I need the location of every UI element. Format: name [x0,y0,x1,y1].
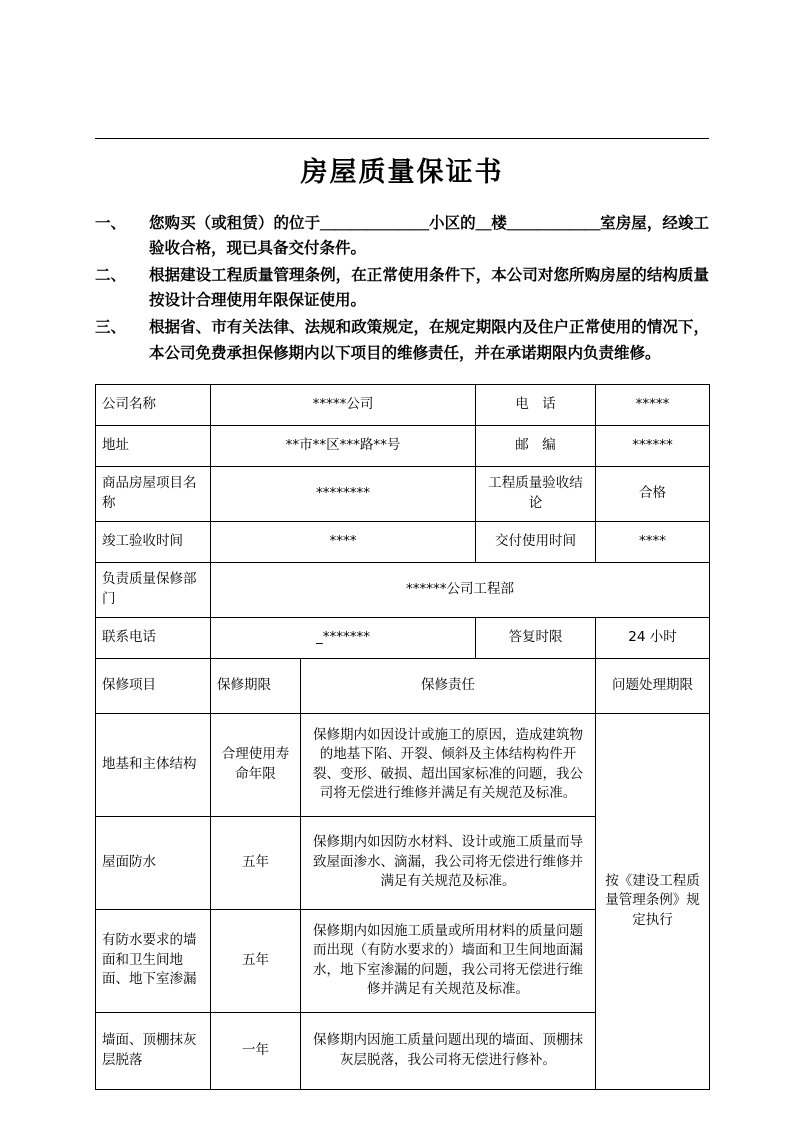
phone-label: 电 话 [476,384,596,425]
warranty-period: 五年 [211,816,301,909]
warranty-duty: 保修期内如因施工质量或所用材料的质量问题而出现（有防水要求的）墙面和卫生间地面漏水，地下室渗漏的问题，我公司将无偿进行维修并满足有关规范及标准。 [301,909,596,1012]
header-rule [95,138,709,139]
clause-list [95,211,709,366]
warranty-period: 合理使用寿命年限 [211,713,301,816]
contact-phone-value: _******* [211,617,476,658]
quality-conclusion-label: 工程质量验收结论 [476,466,596,521]
delivery-date-label: 交付使用时间 [476,521,596,562]
warranty-item: 屋面防水 [96,816,211,909]
warranty-item: 地基和主体结构 [96,713,211,816]
clause-item [95,211,709,261]
table-row [96,466,710,521]
table-row [96,562,710,617]
warranty-processing-header: 问题处理期限 [596,658,710,713]
phone-value: ***** [596,384,710,425]
warranty-item: 有防水要求的墙面和卫生间地面、地下室渗漏 [96,909,211,1012]
clause-text: 根据省、市有关法律、法规和政策规定，在规定期限内及住户正常使用的情况下，本公司免费承担保修期内以下项目的维修责任，并在承诺期限内负责维修。 [149,318,709,362]
warranty-duty: 保修期内如因设计或施工的原因，造成建筑物的地基下陷、开裂、倾斜及主体结构构件开裂、变形、破损、超出国家标准的问题，我公司将无偿进行维修并满足有关规范及标准。 [301,713,596,816]
address-label: 地址 [96,425,211,466]
warranty-period: 五年 [211,909,301,1012]
project-name-value: ******** [211,466,476,521]
contact-phone-label: 联系电话 [96,617,211,658]
warranty-certificate-table [95,384,710,1090]
warranty-duty: 保修期内因施工质量问题出现的墙面、顶棚抹灰层脱落，我公司将无偿进行修补。 [301,1012,596,1089]
clause-number: 一、 [95,214,127,232]
completion-date-value: **** [211,521,476,562]
reply-limit-label: 答复时限 [476,617,596,658]
postcode-value: ****** [596,425,710,466]
warranty-item: 墙面、顶棚抹灰层脱落 [96,1012,211,1089]
warranty-duty-header: 保修责任 [301,658,596,713]
completion-date-label: 竣工验收时间 [96,521,211,562]
document-content [95,150,709,1090]
clause-item [95,263,709,313]
postcode-label: 邮 编 [476,425,596,466]
warranty-item-header: 保修项目 [96,658,211,713]
warranty-period: 一年 [211,1012,301,1089]
maintenance-department-label: 负责质量保修部门 [96,562,211,617]
company-name-label: 公司名称 [96,384,211,425]
quality-conclusion-value: 合格 [596,466,710,521]
reply-limit-value: 24 小时 [596,617,710,658]
warranty-processing-limit: 按《建设工程质量管理条例》规定执行 [596,713,710,1089]
address-value: **市**区***路**号 [211,425,476,466]
maintenance-department-value: ******公司工程部 [211,562,710,617]
warranty-duty: 保修期内如因防水材料、设计或施工质量而导致屋面渗水、滴漏，我公司将无偿进行维修并满足有关规范及标准。 [301,816,596,909]
table-row [96,384,710,425]
clause-number: 二、 [95,266,127,285]
table-row [96,521,710,562]
clause-text: 根据建设工程质量管理条例，在正常使用条件下，本公司对您所购房屋的结构质量按设计合理使用年限保证使用。 [149,266,709,310]
table-row [96,617,710,658]
warranty-period-header: 保修期限 [211,658,301,713]
company-name-value: *****公司 [211,384,476,425]
project-name-label: 商品房屋项目名称 [96,466,211,521]
clause-item [95,315,709,365]
warranty-row [96,713,710,816]
table-row [96,425,710,466]
page-title: 房屋质量保证书 [300,157,504,188]
warranty-header-row [96,658,710,713]
clause-text: 您购买（或租赁）的位于＿＿＿＿＿＿＿小区的＿楼＿＿＿＿＿＿室房屋，经竣工验收合格，现已具备交付条件。 [149,214,709,258]
delivery-date-value: **** [596,521,710,562]
clause-number: 三、 [95,318,127,337]
